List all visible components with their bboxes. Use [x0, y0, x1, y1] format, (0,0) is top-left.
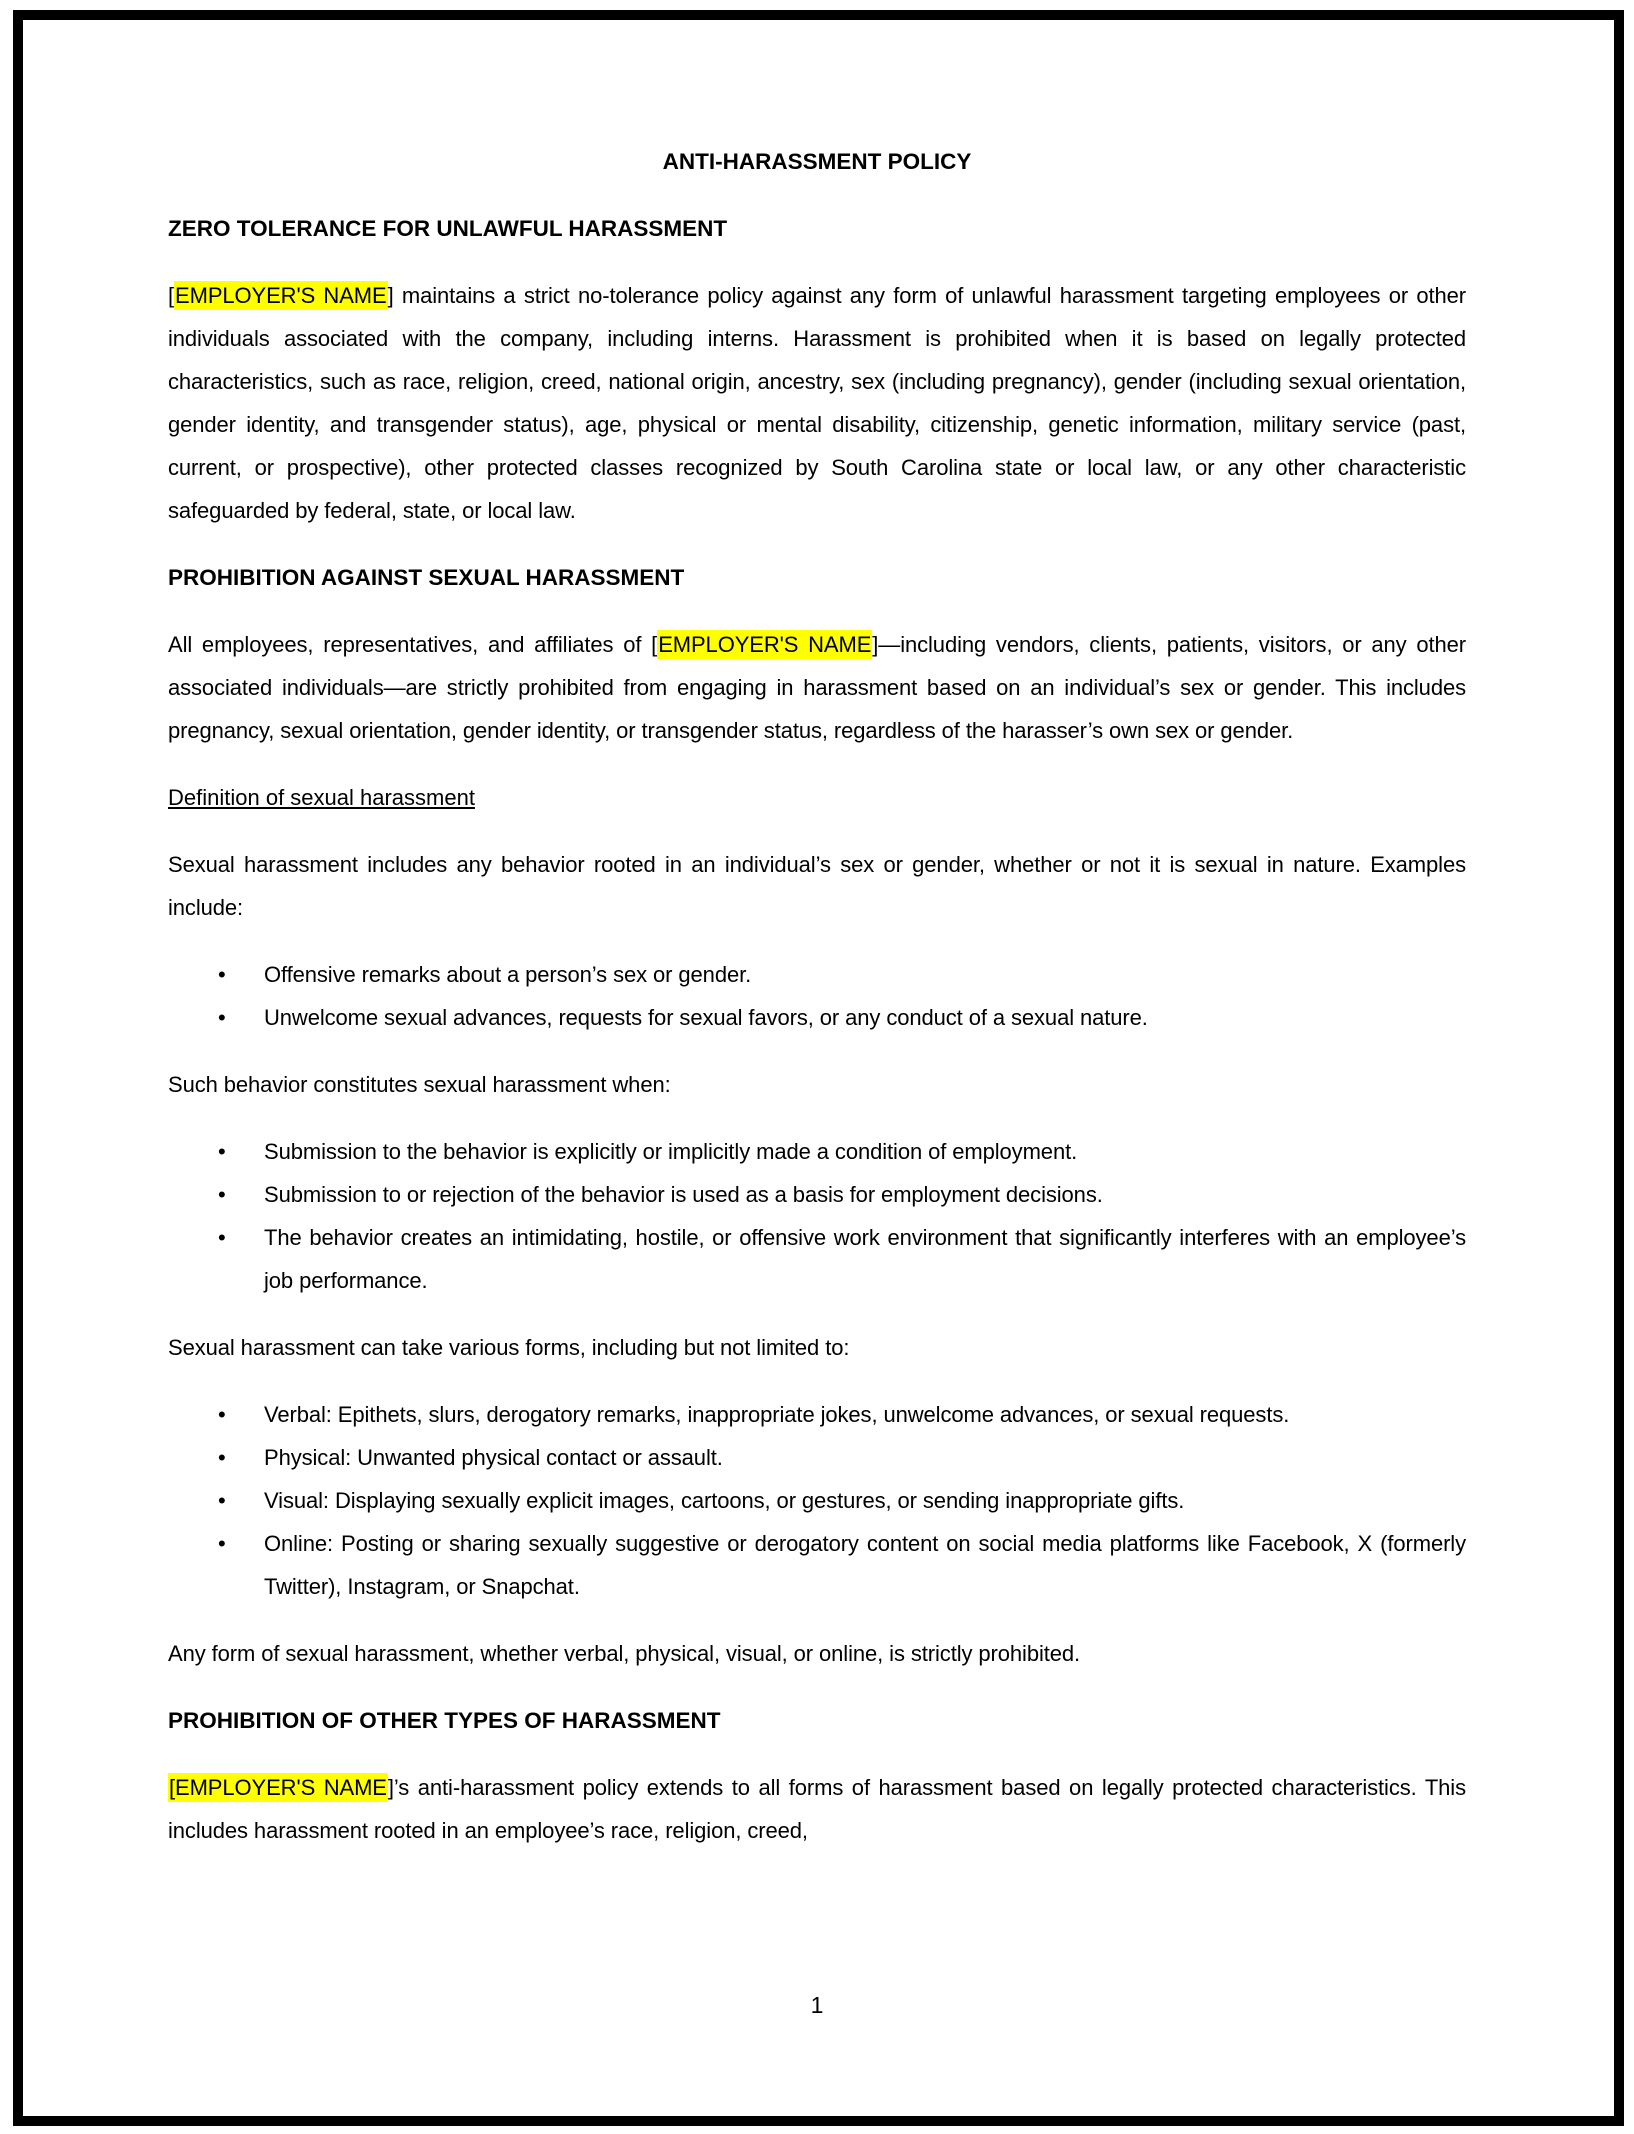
paragraph-text: All employees, representatives, and affiliates of [ [168, 632, 658, 657]
paragraph-conditions-intro: Such behavior constitutes sexual harassment when: [168, 1072, 671, 1097]
heading-other-harassment: PROHIBITION OF OTHER TYPES OF HARASSMENT [168, 1708, 721, 1733]
document-title: ANTI-HARASSMENT POLICY [662, 149, 972, 174]
list-item-text: Unwelcome sexual advances, requests for sexual favors, or any conduct of a sexual nature. [264, 1005, 1148, 1030]
employer-name-highlight: EMPLOYER'S NAME [658, 632, 872, 657]
paragraph-other-harassment [168, 1766, 1466, 1852]
list-item [168, 1216, 1466, 1302]
document-content [168, 140, 1466, 1876]
examples-list [168, 953, 1466, 1039]
employer-name-highlight: [EMPLOYER'S NAME [169, 1775, 387, 1800]
conditions-list [168, 1130, 1466, 1302]
paragraph-sexual-harassment [168, 623, 1466, 752]
list-item [168, 996, 1466, 1039]
page-number: 1 [810, 1992, 824, 2018]
paragraph-text: ]’s anti-harassment policy extends to all forms of harassment based on legally protected characteristics. This includes harassment rooted in an employee’s race, religion, creed, [168, 1775, 1466, 1843]
heading-zero-tolerance: ZERO TOLERANCE FOR UNLAWFUL HARASSMENT [168, 216, 728, 241]
list-item [168, 1436, 1466, 1479]
list-item-text: Offensive remarks about a person’s sex or gender. [264, 962, 752, 987]
list-item [168, 1130, 1466, 1173]
paragraph-zero-tolerance [168, 274, 1466, 532]
list-item-text: Physical: Unwanted physical contact or assault. [264, 1445, 723, 1470]
list-item-text: Visual: Displaying sexually explicit images, cartoons, or gestures, or sending inappropriate gifts. [264, 1488, 1185, 1513]
paragraph-text: [ [168, 283, 175, 308]
list-item-text: The behavior creates an intimidating, hostile, or offensive work environment that significantly interferes with an employee’s job performance. [264, 1225, 1466, 1293]
list-item-text: Online: Posting or sharing sexually suggestive or derogatory content on social media platforms like Facebook, X (formerly Twitter), Instagram, or Snapchat. [264, 1531, 1466, 1599]
forms-list [168, 1393, 1466, 1608]
paragraph-definition: Sexual harassment includes any behavior rooted in an individual’s sex or gender, whether or not it is sexual in nature. Examples include: [168, 852, 1466, 920]
list-item-text: Submission to or rejection of the behavior is used as a basis for employment decisions. [264, 1182, 1103, 1207]
heading-sexual-harassment: PROHIBITION AGAINST SEXUAL HARASSMENT [168, 565, 685, 590]
list-item [168, 1393, 1466, 1436]
employer-name-highlight: EMPLOYER'S NAME [175, 283, 387, 308]
list-item [168, 1173, 1466, 1216]
paragraph-any-form: Any form of sexual harassment, whether verbal, physical, visual, or online, is strictly prohibited. [168, 1641, 1081, 1666]
list-item [168, 1479, 1466, 1522]
paragraph-forms-intro: Sexual harassment can take various forms, including but not limited to: [168, 1335, 850, 1360]
list-item-text: Submission to the behavior is explicitly or implicitly made a condition of employment. [264, 1139, 1078, 1164]
list-item [168, 953, 1466, 996]
paragraph-text: ] maintains a strict no-tolerance policy against any form of unlawful harassment targeting employees or other individuals associated with the company, including interns. Harassment is prohibited when it is based on legally protected characteristics, such as race, religion, creed, national origin, ancestry, sex (including pregnancy), gender (including sexual orientation, gender identity, and transgender status), age, physical or mental disability, citizenship, genetic information, military service (past, current, or prospective), other protected classes recognized by South Carolina state or local law, or any other characteristic safeguarded by federal, state, or local law. [168, 283, 1466, 523]
list-item-text: Verbal: Epithets, slurs, derogatory remarks, inappropriate jokes, unwelcome advances, or sexual requests. [264, 1402, 1290, 1427]
list-item [168, 1522, 1466, 1608]
paragraph-text: ]—including vendors, clients, patients, visitors, or any other associated individuals—are strictly prohibited from engaging in harassment based on an individual’s sex or gender. This includes pregnancy, sexual orientation, gender identity, or transgender status, regardless of the harasser’s own sex or gender. [168, 632, 1467, 743]
heading-definition: Definition of sexual harassment [168, 785, 475, 810]
